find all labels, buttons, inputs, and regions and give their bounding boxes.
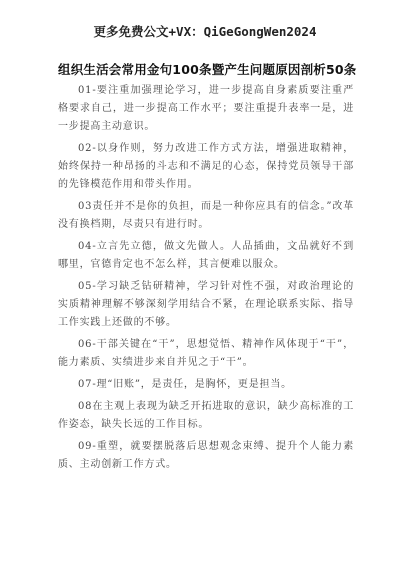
document-title: 组织生活会常用金句100条暨产生问题原因剖析50条 bbox=[58, 62, 357, 77]
paragraph: 08在主观上表现为缺乏开拓进取的意识，缺少高标准的工作姿态，缺失长远的工作目标。 bbox=[58, 401, 354, 430]
document-body bbox=[58, 82, 354, 478]
paragraph: 04-立言先立德，做文先做人。人品插曲，文品就好不到哪里，官德肯定也不怎么样，其言便难以服众。 bbox=[58, 241, 354, 270]
paragraph: 01-要注重加强理论学习，进一步提高自身素质要注重严格要求自己，进一步提高工作水平；要注重提升表率一是，进一步提高主动意识。 bbox=[58, 85, 354, 132]
paragraph: 03责任并不是你的负担，而是一种你应具有的信念。”改革没有换档期，尽责只有进行时。 bbox=[58, 201, 354, 230]
promo-banner: 更多免费公文+VX：QiGeGongWen2024 bbox=[93, 24, 317, 39]
paragraph: 09-重塑，就要摆脱落后思想观念束缚、提升个人能力素质、主动创新工作方式。 bbox=[58, 441, 354, 470]
paragraph: 06-干部关键在“干”，思想觉悟、精神作风体现于“干”，能力素质、实绩进步来自并见之于“干”。 bbox=[58, 339, 354, 368]
paragraph: 02-以身作则，努力改进工作方式方法，增强进取精神，始终保持一种昂扬的斗志和不满足的心态，保持党员领导干部的先锋模范作用和带头作用。 bbox=[58, 143, 354, 190]
paragraph: 05-学习缺乏钻研精神，学习针对性不强，对政治理论的实质精神理解不够深刻学用结合不紧，在理论联系实际、指导工作实践上还做的不够。 bbox=[58, 281, 354, 328]
paragraph: 07-理“旧账”，是责任，是胸怀，更是担当。 bbox=[78, 379, 292, 390]
